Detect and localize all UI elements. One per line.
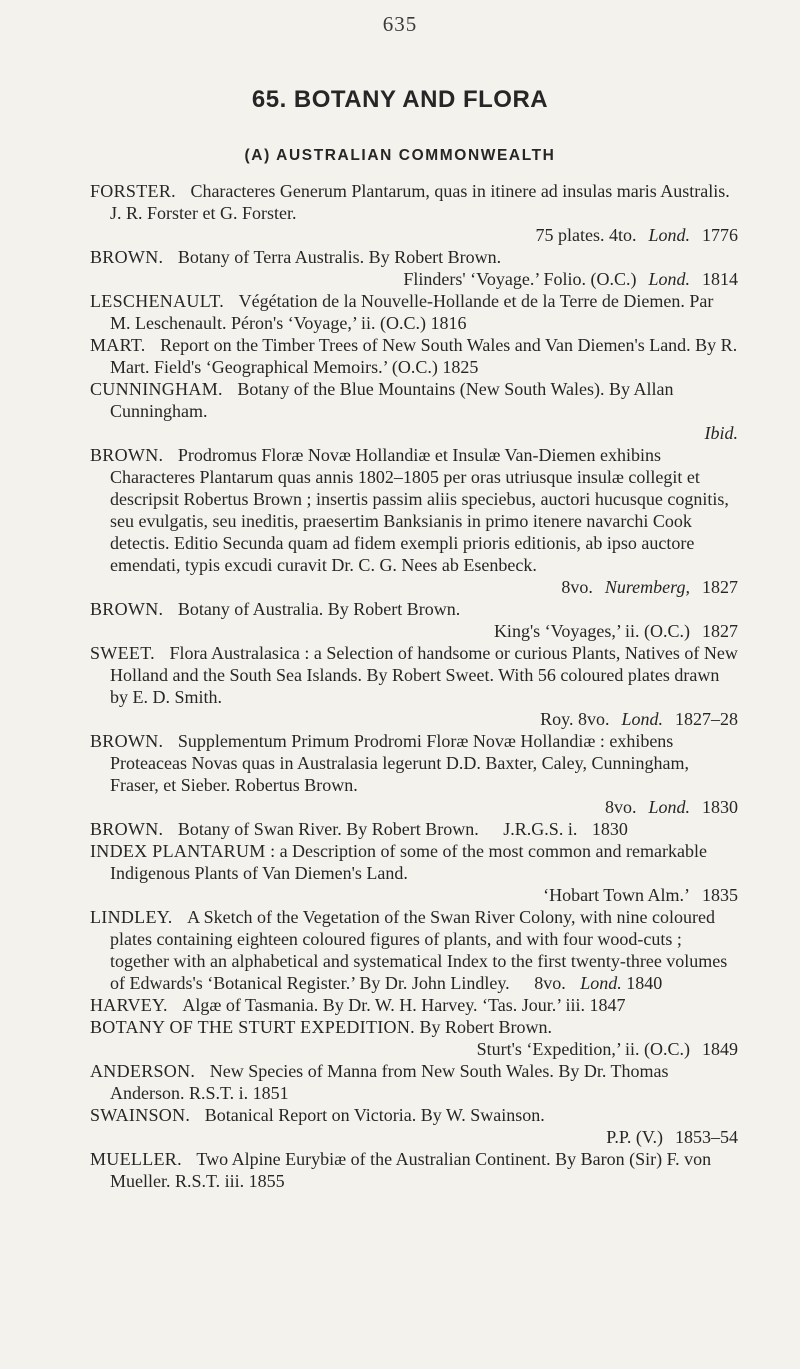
bibliography-entry	[90, 994, 738, 1016]
entry-text: Characteres Generum Plantarum, quas in itinere ad insulas maris Australis. J. R. Forster et G. Forster.	[110, 181, 730, 223]
entry-author: CUNNINGHAM.	[90, 379, 223, 399]
entry-text: Flora Australasica : a Selection of handsome or curious Plants, Natives of New Holland and the South Sea Islands. By Robert Sweet. With 56 coloured plates drawn by E. D. Smith.	[110, 643, 738, 707]
entry-date: 1830	[591, 819, 628, 839]
page-number: 635	[382, 12, 418, 36]
entry-date: 1827–28	[675, 709, 738, 729]
bibliography-entry	[90, 334, 738, 378]
entry-date: 1827	[702, 621, 738, 641]
entry-source: 8vo.	[561, 577, 593, 597]
entry-text: Supplementum Primum Prodromi Floræ Novæ Hollandiæ : exhibens Proteaceas Novas quas in Australasia legerunt D.D. Baxter, Caley, Cunningham, Fraser, et Sieber. Robertus Brown.	[110, 731, 689, 795]
entry-place: Nuremberg,	[604, 577, 690, 597]
entry-date: 1776	[702, 225, 738, 245]
entry-publication-line	[90, 796, 738, 818]
bibliography-entry	[90, 730, 738, 796]
entry-source: King's ‘Voyages,’ ii. (O.C.)	[493, 621, 690, 641]
entry-date: 1849	[702, 1039, 738, 1059]
entry-publication-line	[90, 422, 738, 444]
entry-source: P.P. (V.)	[606, 1127, 663, 1147]
entry-place: Lond.	[648, 225, 690, 245]
bibliography-entry	[90, 906, 738, 994]
entry-text: New Species of Manna from New South Wales. By Dr. Thomas Anderson. R.S.T. i. 1851	[110, 1061, 669, 1103]
entry-author: MUELLER.	[90, 1149, 182, 1169]
entry-text: Report on the Timber Trees of New South Wales and Van Diemen's Land. By R. Mart. Field's ‘Geographical Memoirs.’ (O.C.) 1825	[110, 335, 738, 377]
entry-text: Botany of Terra Australis. By Robert Brown.	[177, 247, 502, 267]
entry-place: Lond.	[621, 709, 663, 729]
bibliography-entry	[90, 180, 738, 224]
entry-author: LINDLEY.	[90, 907, 173, 927]
entry-text: Botany of Australia. By Robert Brown.	[177, 599, 461, 619]
bibliography-entry	[90, 246, 738, 268]
bibliography-entry	[90, 642, 738, 708]
entry-author: SWEET.	[90, 643, 155, 663]
entry-author: MART.	[90, 335, 146, 355]
entry-text: A Sketch of the Vegetation of the Swan River Colony, with nine coloured plates containing eighteen coloured figures of plants, and with four wood-cuts ; together with an alphabetical and systematical Index to the first twenty-three volumes of Edwards's ‘Botanical Register.’ By Dr. John Lindley.	[110, 907, 728, 993]
entry-source: ‘Hobart Town Alm.’	[543, 885, 690, 905]
bibliography-entry	[90, 1060, 738, 1104]
entry-author: BROWN.	[90, 819, 164, 839]
entry-source: 8vo.	[534, 973, 566, 993]
bibliography-entry	[90, 840, 738, 884]
entry-text: By Robert Brown.	[419, 1017, 552, 1037]
entry-publication-line	[90, 224, 738, 246]
entry-source: 8vo.	[604, 797, 637, 817]
entry-author: BROWN.	[90, 445, 164, 465]
entry-place: Ibid.	[704, 423, 738, 443]
bibliography-entry	[90, 598, 738, 620]
entry-text: Prodromus Floræ Novæ Hollandiæ et Insulæ Van-Diemen exhibins Characteres Plantarum quas annis 1802–1805 per oras utriusque insulæ collegit et descripsit Robertus Brown ; insertis passim aliis speciebus, auctori hucusque cognitis, seu evulgatis, seu ineditis, praesertim Banksianis in primo itenere navarchi Cook detectis. Editio Secunda quam ad fidem exempli prioris editionis, ab ipso auctore emendati, typis excudi curavit Dr. C. G. Nees ab Esenbeck.	[110, 445, 729, 575]
entry-date: 1853–54	[675, 1127, 738, 1147]
entry-place: Lond.	[648, 269, 690, 289]
bibliography-entry	[90, 378, 738, 422]
entry-publication-line	[90, 708, 738, 730]
entry-date: 1830	[702, 797, 738, 817]
entry-text: Végétation de la Nouvelle-Hollande et de la Terre de Diemen. Par M. Leschenault. Péron's ‘Voyage,’ ii. (O.C.) 1816	[110, 291, 714, 333]
subsection-heading: (A) AUSTRALIAN COMMONWEALTH	[244, 147, 556, 164]
entry-source: 75 plates. 4to.	[535, 225, 637, 245]
entry-text: : a Description of some of the most common and remarkable Indigenous Plants of Van Diemen's Land.	[110, 841, 707, 883]
entry-text: Botany of Swan River. By Robert Brown.	[177, 819, 479, 839]
entry-source: J.R.G.S. i.	[503, 819, 578, 839]
entry-publication-line	[90, 884, 738, 906]
entry-author: BOTANY OF THE STURT EXPEDITION.	[90, 1017, 415, 1037]
entry-source: Flinders' ‘Voyage.’ Folio. (O.C.)	[403, 269, 637, 289]
entry-source: Sturt's ‘Expedition,’ ii. (O.C.)	[476, 1039, 690, 1059]
bibliography-entry	[90, 1148, 738, 1192]
entry-author: BROWN.	[90, 731, 164, 751]
entry-author: BROWN.	[90, 247, 164, 267]
bibliography-entry	[90, 1016, 738, 1038]
entry-date: 1835	[702, 885, 738, 905]
entry-publication-line	[90, 576, 738, 598]
bibliography-entry	[90, 818, 738, 840]
entry-date: 1827	[702, 577, 738, 597]
bibliography-entry	[90, 444, 738, 576]
section-heading: 65. BOTANY AND FLORA	[251, 86, 549, 113]
entry-author: HARVEY.	[90, 995, 168, 1015]
entry-publication-line	[90, 1038, 738, 1060]
entry-publication-line	[90, 1126, 738, 1148]
entry-author: FORSTER.	[90, 181, 176, 201]
entry-text: Algæ of Tasmania. By Dr. W. H. Harvey. ‘Tas. Jour.’ iii. 1847	[182, 995, 626, 1015]
entry-author: INDEX PLANTARUM	[90, 841, 266, 861]
bibliography-entry	[90, 290, 738, 334]
entry-place: Lond.	[580, 973, 622, 993]
entry-publication-line	[90, 268, 738, 290]
entry-author: ANDERSON.	[90, 1061, 196, 1081]
bibliography-list	[90, 180, 738, 1192]
bibliography-entry	[90, 1104, 738, 1126]
entry-text: Botanical Report on Victoria. By W. Swainson.	[204, 1105, 545, 1125]
entry-author: LESCHENAULT.	[90, 291, 225, 311]
entry-place: Lond.	[648, 797, 690, 817]
entry-text: Two Alpine Eurybiæ of the Australian Continent. By Baron (Sir) F. von Mueller. R.S.T. iii. 1855	[110, 1149, 712, 1191]
entry-date: 1814	[702, 269, 738, 289]
entry-author: SWAINSON.	[90, 1105, 191, 1125]
entry-source: Roy. 8vo.	[540, 709, 610, 729]
entry-publication-line	[90, 620, 738, 642]
entry-text: Botany of the Blue Mountains (New South Wales). By Allan Cunningham.	[110, 379, 674, 421]
entry-author: BROWN.	[90, 599, 164, 619]
entry-date: 1840	[626, 973, 663, 993]
